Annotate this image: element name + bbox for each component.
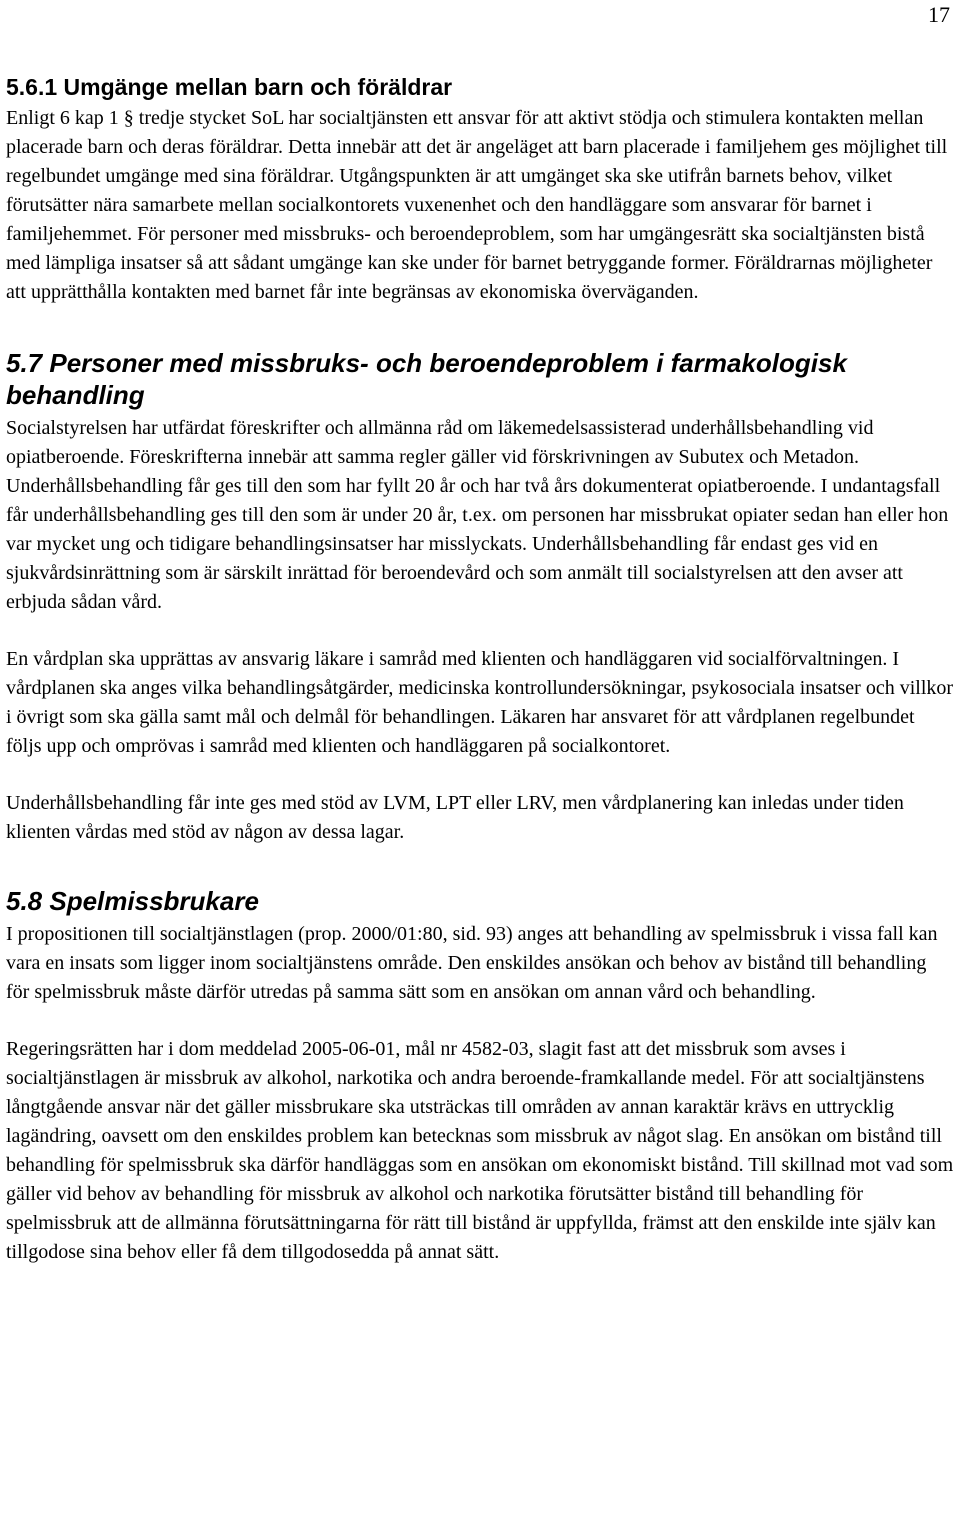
- document-body: [6, 71, 954, 1267]
- section-heading: 5.7 Personer med missbruks- och beroendeproblem i farmakologisk behandling: [6, 348, 847, 410]
- section-heading: 5.8 Spelmissbrukare: [6, 886, 259, 916]
- section-heading: 5.6.1 Umgänge mellan barn och föräldrar: [6, 74, 453, 100]
- page-number: 17: [928, 2, 950, 27]
- paragraph: En vårdplan ska upprättas av ansvarig läkare i samråd med klienten och handläggaren vid socialförvaltningen. I vårdplanen ska anges vilka behandlingsåtgärder, medicinska kontrollundersökningar, psykosociala insatser och villkor i övrigt som ska gälla samt mål och delmål för behandlingen. Läkaren har ansvaret för att vårdplanen regelbundet följs upp och omprövas i samråd med klienten och handläggaren på socialkontoret.: [6, 648, 954, 757]
- paragraph: Underhållsbehandling får inte ges med stöd av LVM, LPT eller LRV, men vårdplanering kan inledas under tiden klienten vårdas med stöd av någon av dessa lagar.: [6, 792, 904, 843]
- paragraph: I propositionen till socialtjänstlagen (prop. 2000/01:80, sid. 93) anges att behandling av spelmissbruk i vissa fall kan vara en insats som ligger inom socialtjänstens område. Den enskildes ansökan och behov av bistånd till behandling för spelmissbruk måste därför utredas på samma sätt som en ansökan om annan vård och behandling.: [6, 923, 938, 1003]
- section-farmakologisk-behandling: [6, 347, 954, 847]
- paragraph: Socialstyrelsen har utfärdat föreskrifter och allmänna råd om läkemedelsassisterad underhållsbehandling vid opiatberoende. Föreskrifterna innebär att samma regler gäller vid förskrivningen av Subutex och Metadon. Underhållsbehandling får ges till den som har fyllt 20 år och har två års dokumenterat opiatberoende. I undantagsfall får underhållsbehandling ges till den som är under 20 år, t.ex. om personen har missbrukat opiater sedan han eller hon var mycket ung och tidigare behandlingsinsatser har misslyckats. Underhållsbehandling får endast ges vid en sjukvårdsinrättning som är särskilt inrättad för beroendevård och som anmält till socialstyrelsen att den avser att erbjuda sådan vård.: [6, 417, 949, 613]
- paragraph: Enligt 6 kap 1 § tredje stycket SoL har socialtjänsten ett ansvar för att aktivt stödja och stimulera kontakten mellan placerade barn och deras föräldrar. Detta innebär att det är angeläget att barn placerade i familjehem ges möjlighet till regelbundet umgänge med sina föräldrar. Utgångspunkten är att umgänget ska ske utifrån barnets behov, vilket förutsätter nära samarbete mellan socialkontorets vuxenenhet och den handläggare som ansvarar för barnet i familjehemmet. För personer med missbruks- och beroendeproblem, som har umgängesrätt ska socialtjänsten bistå med lämpliga insatser så att sådant umgänge kan ske under för barnet betryggande former. Föräldrarnas möjligheter att upprätthålla kontakten med barnet får inte begränsas av ekonomiska överväganden.: [6, 107, 948, 303]
- section-spelmissbrukare: [6, 885, 954, 1267]
- paragraph: Regeringsrätten har i dom meddelad 2005-06-01, mål nr 4582-03, slagit fast att det missbruk som avses i socialtjänstlagen är missbruk av alkohol, narkotika och andra beroende-framkallande medel. För att socialtjänstens långtgående ansvar när det gäller missbrukare ska utsträckas till områden av annan karaktär krävs en uttrycklig lagändring, oavsett om den enskildes problem kan betecknas som missbruk av något slag. En ansökan om bistånd till behandling för spelmissbruk ska därför handläggas som en ansökan om ekonomiskt bistånd. Till skillnad mot vad som gäller vid behov av behandling för missbruk av alkohol och narkotika förutsätter bistånd till behandling för spelmissbruk att de allmänna förutsättningarna för rätt till bistånd är uppfyllda, främst att den enskilde inte själv kan tillgodose sina behov eller få dem tillgodosedda på annat sätt.: [6, 1038, 954, 1263]
- section-umgange: [6, 71, 954, 307]
